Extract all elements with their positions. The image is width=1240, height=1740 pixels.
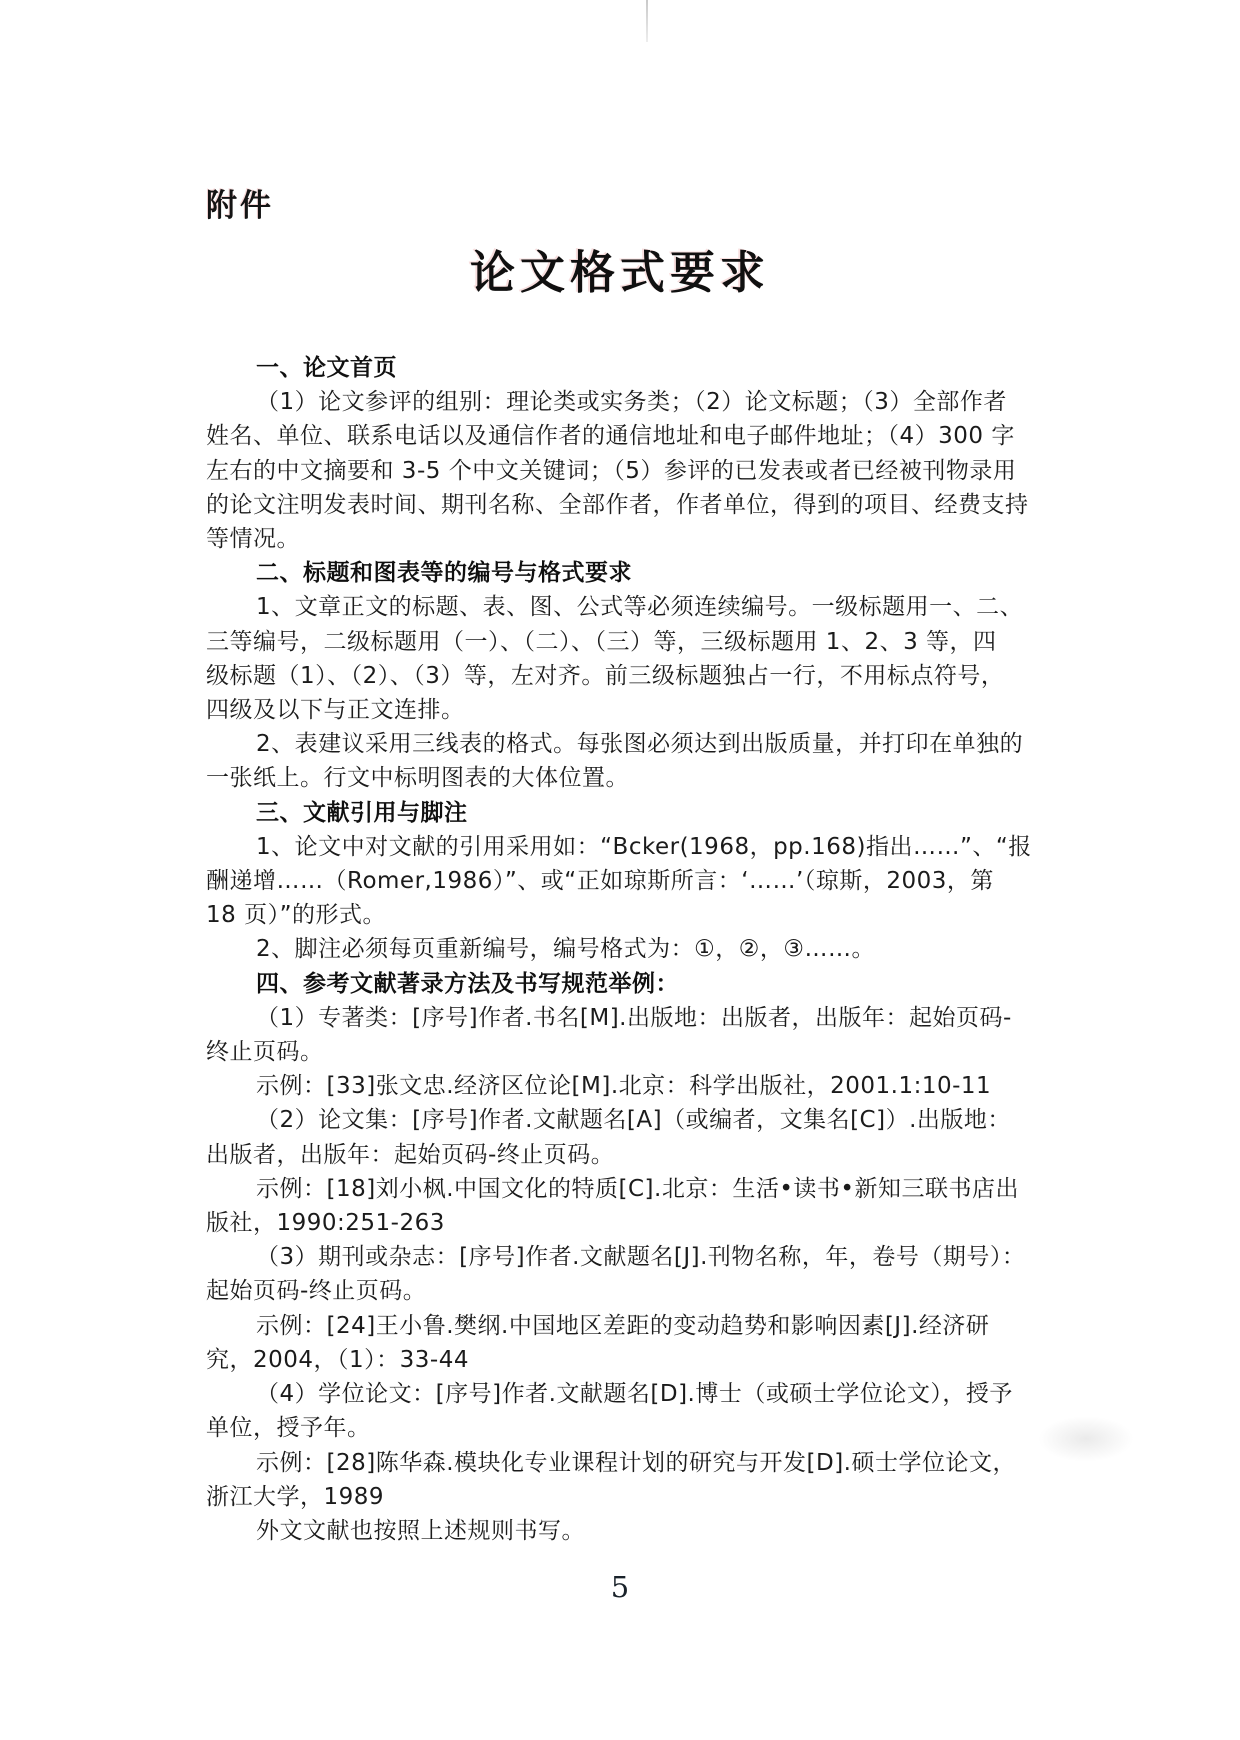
text-line: 版社，1990:251-263 [206, 1210, 445, 1237]
page-title: 论文格式要求 [469, 246, 770, 299]
text-line: 示例：[33]张文忠.经济区位论[M].北京：科学出版社，2001.1:10-11 [256, 1073, 992, 1100]
text-line: 2、表建议采用三线表的格式。每张图必须达到出版质量，并打印在单独的 [256, 731, 1024, 758]
text-line: 单位，授予年。 [206, 1415, 371, 1442]
text-line: 姓名、单位、联系电话以及通信作者的通信地址和电子邮件地址；（4）300 字 [206, 423, 1015, 450]
text-line: （1）专著类：[序号]作者.书名[M].出版地：出版者，出版年：起始页码- [256, 1004, 1012, 1031]
text-line: （3）期刊或杂志：[序号]作者.文献题名[J].刊物名称，年，卷号（期号）： [256, 1244, 1026, 1271]
scan-artifact-hairline [646, 0, 648, 42]
text-line: 究，2004，（1）：33-44 [206, 1346, 469, 1373]
text-line: 一张纸上。行文中标明图表的大体位置。 [206, 765, 629, 792]
text-line: 18 页）”的形式。 [206, 902, 386, 929]
attachment-label: 附件 [206, 188, 274, 224]
text-line: 的论文注明发表时间、期刊名称、全部作者，作者单位，得到的项目、经费支持 [206, 491, 1029, 518]
text-line: 酬递增……（Romer,1986）”、或“正如琼斯所言：‘……’（琼斯，2003，第 [206, 868, 994, 895]
text-line: 2、脚注必须每页重新编号，编号格式为：①，②，③……。 [256, 936, 875, 963]
document-body [206, 351, 1070, 1548]
text-line: 示例：[18]刘小枫.中国文化的特质[C].北京：生活•读书•新知三联书店出 [256, 1175, 1019, 1202]
text-line: 示例：[28]陈华森.模块化专业课程计划的研究与开发[D].硕士学位论文， [256, 1449, 1016, 1476]
section-heading: 三、文献引用与脚注 [256, 799, 468, 826]
text-line: 等情况。 [206, 526, 300, 553]
text-line: 1、文章正文的标题、表、图、公式等必须连续编号。一级标题用一、二、 [256, 594, 1024, 621]
page-number: 5 [610, 1570, 630, 1604]
text-line: （1）论文参评的组别：理论类或实务类；（2）论文标题；（3）全部作者 [256, 389, 1007, 416]
text-line: 级标题（1）、（2）、（3）等，左对齐。前三级标题独占一行，不用标点符号， [206, 662, 1005, 689]
text-line: （4）学位论文：[序号]作者.文献题名[D].博士（或硕士学位论文），授予 [256, 1381, 1013, 1408]
text-line: 示例：[24]王小鲁.樊纲.中国地区差距的变动趋势和影响因素[J].经济研 [256, 1312, 990, 1339]
text-line: 三等编号，二级标题用（一）、（二）、（三）等，三级标题用 1、2、3 等，四 [206, 628, 997, 655]
text-line: 1、论文中对文献的引用采用如：“Bcker(1968，pp.168)指出……”、“报 [256, 833, 1032, 860]
text-line: （2）论文集：[序号]作者.文献题名[A]（或编者，文集名[C]）.出版地： [256, 1107, 1011, 1134]
text-line: 出版者，出版年：起始页码-终止页码。 [206, 1141, 615, 1168]
section-heading: 一、论文首页 [256, 355, 397, 381]
text-line: 四级及以下与正文连排。 [206, 697, 465, 724]
text-line: 终止页码。 [206, 1039, 324, 1066]
section-heading: 四、参考文献著录方法及书写规范举例： [256, 970, 679, 997]
text-line: 左右的中文摘要和 3-5 个中文关键词；（5）参评的已发表或者已经被刊物录用 [206, 457, 1017, 484]
text-line: 外文文献也按照上述规则书写。 [256, 1517, 585, 1544]
section-heading: 二、标题和图表等的编号与格式要求 [256, 560, 632, 587]
text-line: 浙江大学，1989 [206, 1483, 385, 1510]
text-line: 起始页码-终止页码。 [206, 1278, 427, 1305]
